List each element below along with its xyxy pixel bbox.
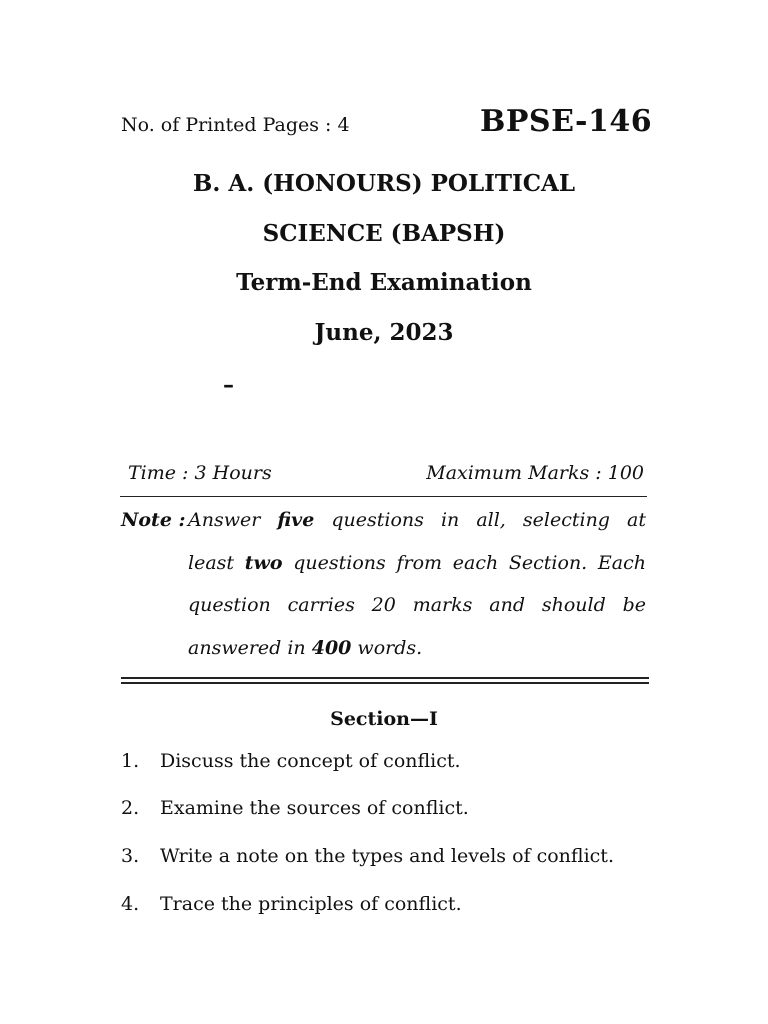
note-line-2: least two questions from each Section. Each [188, 551, 646, 574]
dash-mark: – [223, 372, 234, 398]
double-divider-rule [121, 677, 649, 684]
maximum-marks: Maximum Marks : 100 [426, 462, 644, 484]
question-text: Discuss the concept of conflict. [160, 750, 461, 772]
note-label: Note : [121, 509, 186, 531]
divider-rule [120, 496, 647, 497]
note-line-1: Answer five questions in all, selecting at [188, 509, 646, 531]
programme-title-line-1: B. A. (HONOURS) POLITICAL [192, 170, 576, 197]
exam-session: June, 2023 [314, 319, 454, 346]
question-number: 3. [121, 845, 140, 867]
question-text: Trace the principles of conflict. [160, 893, 462, 915]
note-instructions [188, 509, 646, 679]
question-text: Write a note on the types and levels of conflict. [160, 845, 614, 867]
question-number: 2. [121, 797, 140, 819]
question-number: 4. [121, 893, 140, 915]
printed-pages-count: No. of Printed Pages : 4 [121, 114, 350, 136]
question-text: Examine the sources of conflict. [160, 797, 469, 819]
time-allowed: Time : 3 Hours [128, 462, 272, 484]
exam-name: Term-End Examination [236, 269, 532, 296]
note-line-4: answered in 400 words. [188, 636, 423, 659]
note-line-3: question carries 20 marks and should be [188, 594, 646, 616]
programme-title-line-2: SCIENCE (BAPSH) [262, 220, 506, 247]
question-number: 1. [121, 750, 140, 772]
paper-code: BPSE-146 [480, 104, 653, 139]
section-title: Section—I [330, 708, 438, 730]
